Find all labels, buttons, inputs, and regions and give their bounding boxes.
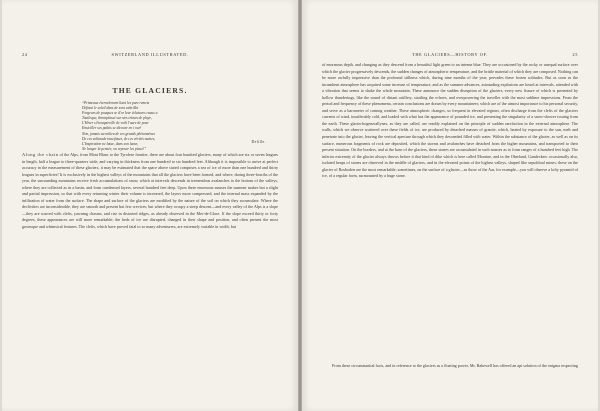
body-text (22, 152, 278, 380)
page-number: 24 (22, 52, 28, 57)
epigraph-line: Défiant le soleil dans de sont cabrillet (82, 106, 139, 111)
epigraph-line: Ne langer la pensée, ou reposer les pieux!” (82, 146, 147, 151)
right-page (302, 0, 598, 411)
running-head: SWITZERLAND ILLUSTRATED. (111, 52, 189, 57)
body-paragraph: of the Alps, from Mont Blanc to the Tyrolese frontier, there are about four hundred glaciers, many of which are six or seven leagues in length, half a league to three-quarters wide, and varying in thickness from one hundred to six hundred feet. Although it is impossible to arrive at perfect accuracy in the measurement of these glaciers, it may be estimated that the space above stated comprises a sea of ice of more than one hundred and thirty leagues in superficies! It is exclusively in the highest valleys of the mountains that all the glaciers have been formed, and where, during three-fourths of the year, the surrounding mountains receive fresh accumulations of snow, which at intervals descends in tremendous avalanches to the bottom of the valleys, where they are collected as in a basin, and form condensed layers, several hundred feet deep. Upon these enormous masses the summer makes but a slight and partial impression, so that with every returning winter their volume is increased, the layers more compressed, and the internal mass expanded by the infiltration of water from the surface. The shape and surface of the glaciers are modified by the nature of the soil on which they accumulate. Where the declivities are inconsiderable, they are smooth and present but few crevices; but where they occupy a steep descent—and every valley of the Alps is a slope—they are scarred with clefts, yawning chasms, and rise in distorted ridges, as already observed in the Mer-de-Glace. If the slope exceed thirty or forty degrees, these appearances are still more remarkable; the beds of ice are disrupted, changed in their shape and position, and often present the most grotesque and whimsical features. The clefts, which have proved fatal to so many adventurers, are extremely variable in width, but (22, 152, 278, 230)
running-head: THE GLACIERS—HISTORY OF. (412, 52, 488, 57)
page-number: 25 (572, 52, 578, 57)
epigraph-author: Delille. (251, 140, 266, 144)
body-lead: Along the chain (22, 152, 59, 157)
epigraph-line: Ensiciller ses palais se dicoure en t our! (82, 126, 142, 131)
epigraph-line: L'Inspiration ne latue, dans son lueur, (82, 141, 138, 146)
chapter-title: THE GLACIERS. (112, 86, 188, 95)
body-text: of enormous depth, and changing as they descend from a beautiful light green to an intense blue. They are occasioned by the rocky or unequal surface over which the glacier progressively descends, the sudden changes of atmospheric temperature, and the brittle material of which they are composed. Nothing can be more awfully impressive than the profound stillness which, during nine months of the year, pervades these frozen solitudes. But as soon as the incumbent atmosphere has acquired some increase of temperature, and as the summer advances, astounding explosions are heard at intervals, attended with a vibration that seems to shake the whole mountain. These announce the sudden disruption of the glaciers, every new fissure of which is presented by hollow thunderings, like the sound of distant artillery, startling the echoes, and overpowering the traveller with the most sublime impressions. From the period and frequency of these phenomena, certain conclusions are drawn by every mountaineer, which are of the utmost importance to his personal security, and serve as a barometer of coming weather. These atmospheric changes, so frequent in elevated regions, often discharge from the clefts of the glaciers currents of wind, insufferably cold, and loaded with what has the appearance of pounded ice, and presenting the singularity of a snow-shower issuing from the earth. These glacierfrogenerallynes, as they are called, are readily explained on the principle of sudden rarefaction in the external atmosphere. The walls, which we observe scattered over these fields of ice, are produced by detached masses of granite, which, heated by exposure to the sun, melt and penetrate into the glacier, leaving the vertical aperture through which they descended filled with water. Within the substance of the glacier, as well as on its surface, numerous fragments of rock are deposited, which the storms and avalanches have detached from the higher mountains, and transported to their present situation. On the borders, and at the base of the glaciers, these stones are accumulated in such masses as to form ranges of a hundred feet high. The inferior extremity of the glacier always throws before it that kind of dike which is here called Moraine, and in the Oberland, Gandecken: occasionally also, isolated heaps of stones are observed in the middle of glaciers, and in the elevated points of the highest valleys, shaped like sepulchral mines; these on the glacier of Rosboden are the most remarkable; sometimes, on the surface of a glacier—as those of the Aar, for example—you will observe a lofty pyramid of ice, of a regular form, surmounted by a huge stone. (322, 62, 578, 179)
epigraph-line: “Primeaux éternelement liant les pure remets (82, 101, 150, 105)
epigraph-line: De ces solitaude inactfuses, de ces vérités naines, (82, 136, 156, 141)
epigraph-line: Non, jamais au milieu de ces grands phénomènes (82, 131, 155, 136)
epigraph (82, 101, 262, 152)
epigraph-line: Toutleque, thronptisset sur sies trimes de playe, (82, 116, 152, 121)
epigraph-line: Forgeurs de pouques se d'or leur éclataves raxus a (82, 111, 158, 116)
epigraph-line: L'Hiver s'étonnpierille de voilt l'aure de pour (82, 121, 149, 126)
left-page (2, 0, 298, 411)
body-paragraph: From these circumstantial facts, and in reference to the glaciers as a floating power, Mr. Bakewell has offered an apt solution of the enigma respecting (332, 363, 578, 368)
